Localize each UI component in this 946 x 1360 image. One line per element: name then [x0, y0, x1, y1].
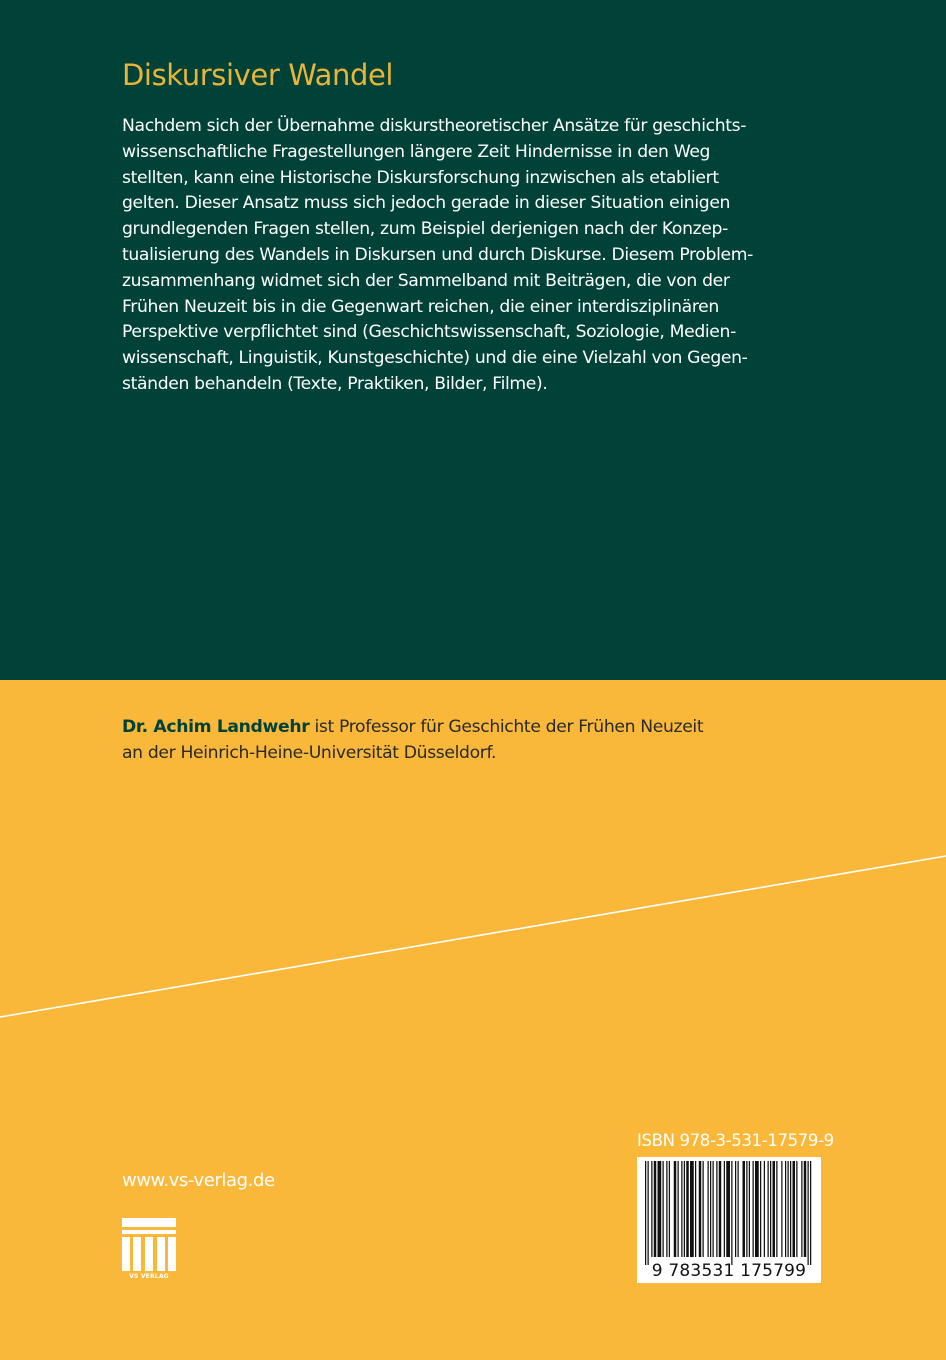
barcode-bar	[710, 1161, 711, 1257]
barcode-bar	[686, 1161, 689, 1257]
barcode-bar	[770, 1161, 771, 1257]
author-bio-line-2: an der Heinrich-Heine-Universität Düsseldorf.	[122, 743, 497, 763]
description-line: Perspektive verpflichtet sind (Geschichtswissenschaft, Soziologie, Medien-	[122, 322, 736, 343]
barcode-bar	[645, 1161, 646, 1265]
barcode-bar	[768, 1161, 769, 1257]
description-line: wissenschaftliche Fragestellungen längere Zeit Hindernisse in den Weg	[122, 141, 711, 162]
barcode-bar	[793, 1161, 796, 1257]
barcode-bar	[804, 1161, 807, 1257]
barcode-bar	[713, 1161, 714, 1257]
isbn-label: ISBN 978-3-531-17579-9	[637, 1131, 834, 1150]
barcode-bar	[724, 1161, 725, 1257]
author-bio-line	[122, 714, 842, 740]
barcode-bar	[790, 1161, 791, 1257]
barcode-bar	[654, 1161, 657, 1257]
barcode-bar	[669, 1161, 670, 1257]
barcode-bar	[760, 1161, 761, 1257]
barcode-bar	[648, 1161, 649, 1265]
description-line: ständen behandeln (Texte, Praktiken, Bilder, Filme).	[122, 373, 548, 394]
barcode-bar	[796, 1161, 797, 1257]
barcode-bar	[764, 1161, 765, 1257]
author-bio-text: ist Professor für Geschichte der Frühen Neuzeit	[309, 717, 704, 737]
barcode-bar	[749, 1161, 750, 1257]
barcode-bar	[785, 1161, 786, 1257]
barcode-bar	[658, 1161, 662, 1257]
barcode-bar	[663, 1161, 664, 1257]
barcode-bar	[808, 1161, 809, 1265]
book-title: Diskursiver Wandel	[122, 58, 394, 92]
barcode-bar	[666, 1161, 667, 1257]
barcode-bar	[695, 1161, 696, 1257]
description-line: wissenschaft, Linguistik, Kunstgeschichte) und die eine Vielzahl von Gegen-	[122, 348, 748, 369]
barcode-bar	[703, 1161, 704, 1257]
publisher-logo-text: VS VERLAG	[129, 1273, 169, 1280]
barcode-bar	[690, 1161, 694, 1257]
barcode-bar	[699, 1161, 702, 1257]
barcode-digits: 9 783531 175799	[651, 1261, 807, 1281]
description-line: tualisierung des Wandels in Diskursen und durch Diskurse. Diesem Problem-	[122, 244, 754, 265]
barcode-bar	[753, 1161, 754, 1257]
barcode-bar	[743, 1161, 746, 1257]
barcode-bar	[776, 1161, 777, 1257]
barcode-bar	[719, 1161, 722, 1257]
barcode-bar	[681, 1161, 682, 1257]
barcode-bar	[726, 1161, 730, 1257]
diagonal-divider-line	[0, 850, 946, 1020]
barcode-bar	[788, 1161, 789, 1257]
description-line: stellten, kann eine Historische Diskursforschung inzwischen als etabliert	[122, 167, 719, 188]
barcode-bar	[735, 1161, 736, 1257]
barcode-bar	[651, 1161, 652, 1257]
barcode-bar	[716, 1161, 717, 1257]
barcode-bar	[746, 1161, 747, 1257]
book-description	[122, 114, 842, 398]
description-line: zusammenhang widmet sich der Sammelband mit Beiträgen, die von der	[122, 270, 730, 291]
description-line: grundlegenden Fragen stellen, zum Beispiel derjenigen nach der Konzep-	[122, 219, 728, 240]
barcode-bar	[674, 1161, 677, 1257]
barcode-bar	[773, 1161, 776, 1257]
description-line: Nachdem sich der Übernahme diskurstheoretischer Ansätze für geschichts-	[122, 116, 747, 136]
barcode-bar	[810, 1161, 811, 1265]
barcode-bar	[781, 1161, 782, 1257]
barcode-bar	[801, 1161, 802, 1257]
barcode-bar	[684, 1161, 685, 1257]
barcode-bar	[678, 1161, 679, 1257]
barcode-bar	[708, 1161, 709, 1257]
barcode-bar	[738, 1161, 739, 1257]
barcode-bar	[755, 1161, 759, 1257]
description-line: Frühen Neuzeit bis in die Gegenwart reichen, die einer interdisziplinären	[122, 296, 719, 317]
barcode	[637, 1157, 821, 1283]
author-bio	[122, 714, 842, 766]
author-name: Dr. Achim Landwehr	[122, 717, 310, 737]
description-line: gelten. Dieser Ansatz muss sich jedoch gerade in dieser Situation einigen	[122, 193, 731, 214]
barcode-bar	[731, 1161, 732, 1265]
publisher-url[interactable]: www.vs-verlag.de	[122, 1170, 275, 1191]
